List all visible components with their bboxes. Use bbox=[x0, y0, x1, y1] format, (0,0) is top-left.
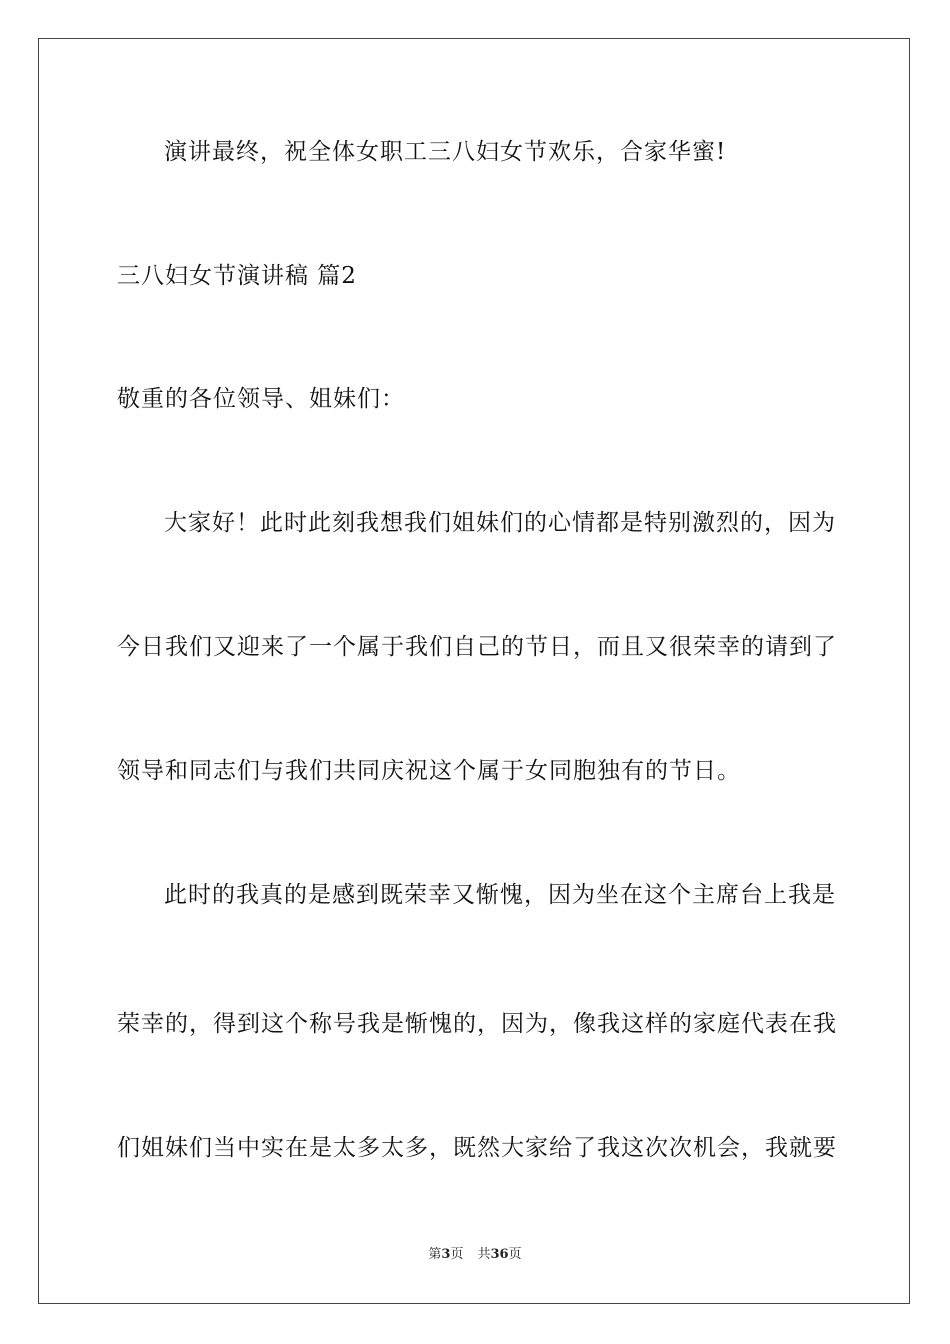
paragraph-line: 今日我们又迎来了一个属于我们自己的节日，而且又很荣幸的请到了 bbox=[117, 634, 837, 660]
paragraph-line: 荣幸的，得到这个称号我是惭愧的，因为，像我这样的家庭代表在我 bbox=[117, 1011, 837, 1037]
page-prefix: 第 bbox=[428, 1247, 442, 1262]
total-prefix: 共 bbox=[477, 1247, 491, 1262]
paragraph-closing-line: 演讲最终，祝全体女职工三八妇女节欢乐，合家华蜜! bbox=[164, 139, 727, 165]
page-suffix: 页 bbox=[450, 1247, 464, 1262]
page-border bbox=[38, 38, 910, 1304]
page-current: 3 bbox=[441, 1247, 451, 1262]
section-heading: 三八妇女节演讲稿 篇2 bbox=[117, 263, 357, 289]
total-suffix: 页 bbox=[508, 1247, 522, 1262]
salutation-line: 敬重的各位领导、姐妹们： bbox=[117, 386, 405, 412]
page-total: 36 bbox=[490, 1247, 509, 1262]
paragraph-line: 领导和同志们与我们共同庆祝这个属于女同胞独有的节日。 bbox=[117, 758, 741, 784]
paragraph-line: 此时的我真的是感到既荣幸又惭愧，因为坐在这个主席台上我是 bbox=[164, 882, 836, 908]
page-footer bbox=[0, 1246, 950, 1264]
paragraph-line: 们姐妹们当中实在是太多太多，既然大家给了我这次次机会，我就要 bbox=[117, 1135, 837, 1161]
paragraph-line: 大家好！此时此刻我想我们姐妹们的心情都是特别激烈的，因为 bbox=[164, 510, 836, 536]
